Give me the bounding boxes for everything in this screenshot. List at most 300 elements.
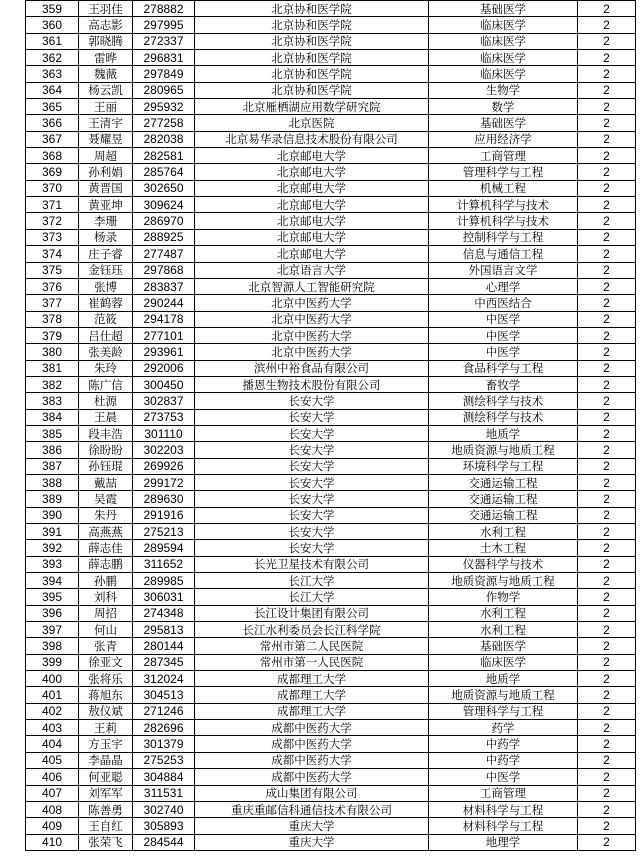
count-cell: 2: [578, 736, 636, 752]
institution-cell: 北京协和医学院: [195, 82, 429, 98]
discipline-cell: 管理科学与工程: [429, 164, 578, 180]
institution-cell: 长江大学: [195, 573, 429, 589]
discipline-cell: 测绘科学与技术: [429, 409, 578, 425]
table-row: [26, 131, 636, 147]
name-cell: 王自红: [79, 818, 133, 834]
name-cell: 张美龄: [79, 344, 133, 360]
name-cell: 蒋旭东: [79, 687, 133, 703]
institution-cell: 长安大学: [195, 458, 429, 474]
id-cell: 296831: [133, 50, 195, 66]
table-row: [26, 442, 636, 458]
table-body: [26, 1, 636, 851]
row-number-cell: 359: [26, 1, 79, 17]
institution-cell: 长安大学: [195, 393, 429, 409]
row-number-cell: 389: [26, 491, 79, 507]
id-cell: 271246: [133, 703, 195, 719]
institution-cell: 长江设计集团有限公司: [195, 605, 429, 621]
row-number-cell: 400: [26, 671, 79, 687]
id-cell: 284544: [133, 834, 195, 850]
id-cell: 286970: [133, 213, 195, 229]
row-number-cell: 377: [26, 295, 79, 311]
discipline-cell: 计算机科学与技术: [429, 213, 578, 229]
name-cell: 张博: [79, 278, 133, 294]
count-cell: 2: [578, 540, 636, 556]
name-cell: 吴霞: [79, 491, 133, 507]
id-cell: 282696: [133, 720, 195, 736]
table-row: [26, 769, 636, 785]
name-cell: 陈广信: [79, 376, 133, 392]
id-cell: 275213: [133, 524, 195, 540]
institution-cell: 北京中医药大学: [195, 295, 429, 311]
institution-cell: 北京邮电大学: [195, 180, 429, 196]
id-cell: 302650: [133, 180, 195, 196]
table-row: [26, 180, 636, 196]
institution-cell: 长安大学: [195, 425, 429, 441]
count-cell: 2: [578, 311, 636, 327]
row-number-cell: 362: [26, 50, 79, 66]
count-cell: 2: [578, 327, 636, 343]
table-row: [26, 671, 636, 687]
count-cell: 2: [578, 33, 636, 49]
institution-cell: 长安大学: [195, 442, 429, 458]
name-cell: 王清宇: [79, 115, 133, 131]
count-cell: 2: [578, 50, 636, 66]
row-number-cell: 379: [26, 327, 79, 343]
row-number-cell: 368: [26, 148, 79, 164]
row-number-cell: 374: [26, 246, 79, 262]
institution-cell: 北京中医药大学: [195, 327, 429, 343]
table-row: [26, 376, 636, 392]
row-number-cell: 366: [26, 115, 79, 131]
row-number-cell: 372: [26, 213, 79, 229]
count-cell: 2: [578, 474, 636, 490]
row-number-cell: 390: [26, 507, 79, 523]
count-cell: 2: [578, 622, 636, 638]
id-cell: 305893: [133, 818, 195, 834]
count-cell: 2: [578, 491, 636, 507]
institution-cell: 长安大学: [195, 540, 429, 556]
row-number-cell: 367: [26, 131, 79, 147]
row-number-cell: 401: [26, 687, 79, 703]
institution-cell: 长安大学: [195, 491, 429, 507]
name-cell: 李珊: [79, 213, 133, 229]
name-cell: 周超: [79, 148, 133, 164]
count-cell: 2: [578, 605, 636, 621]
discipline-cell: 机械工程: [429, 180, 578, 196]
discipline-cell: 中药学: [429, 752, 578, 768]
name-cell: 杨云凯: [79, 82, 133, 98]
name-cell: 郭晓腾: [79, 33, 133, 49]
discipline-cell: 中医学: [429, 344, 578, 360]
name-cell: 杜源: [79, 393, 133, 409]
discipline-cell: 生物学: [429, 82, 578, 98]
id-cell: 269926: [133, 458, 195, 474]
institution-cell: 长安大学: [195, 507, 429, 523]
id-cell: 278882: [133, 1, 195, 17]
institution-cell: 播恩生物技术股份有限公司: [195, 376, 429, 392]
discipline-cell: 水利工程: [429, 524, 578, 540]
name-cell: 李晶晶: [79, 752, 133, 768]
row-number-cell: 393: [26, 556, 79, 572]
row-number-cell: 408: [26, 801, 79, 817]
table-row: [26, 589, 636, 605]
name-cell: 薛志佳: [79, 540, 133, 556]
count-cell: 2: [578, 458, 636, 474]
discipline-cell: 基础医学: [429, 638, 578, 654]
discipline-cell: 外国语言文学: [429, 262, 578, 278]
discipline-cell: 地质学: [429, 671, 578, 687]
count-cell: 2: [578, 654, 636, 670]
count-cell: 2: [578, 99, 636, 115]
id-cell: 301110: [133, 425, 195, 441]
name-cell: 徐亚文: [79, 654, 133, 670]
row-number-cell: 402: [26, 703, 79, 719]
table-row: [26, 197, 636, 213]
table-row: [26, 785, 636, 801]
id-cell: 312024: [133, 671, 195, 687]
count-cell: 2: [578, 164, 636, 180]
id-cell: 283837: [133, 278, 195, 294]
name-cell: 黄亚坤: [79, 197, 133, 213]
table-row: [26, 327, 636, 343]
row-number-cell: 399: [26, 654, 79, 670]
count-cell: 2: [578, 278, 636, 294]
institution-cell: 北京邮电大学: [195, 148, 429, 164]
id-cell: 274348: [133, 605, 195, 621]
name-cell: 何山: [79, 622, 133, 638]
row-number-cell: 391: [26, 524, 79, 540]
row-number-cell: 396: [26, 605, 79, 621]
row-number-cell: 364: [26, 82, 79, 98]
discipline-cell: 交通运输工程: [429, 491, 578, 507]
count-cell: 2: [578, 573, 636, 589]
name-cell: 敖仪斌: [79, 703, 133, 719]
discipline-cell: 临床医学: [429, 66, 578, 82]
row-number-cell: 373: [26, 229, 79, 245]
name-cell: 金钰珏: [79, 262, 133, 278]
count-cell: 2: [578, 556, 636, 572]
id-cell: 273753: [133, 409, 195, 425]
id-cell: 288925: [133, 229, 195, 245]
table-row: [26, 703, 636, 719]
table-row: [26, 66, 636, 82]
discipline-cell: 水利工程: [429, 622, 578, 638]
table-row: [26, 752, 636, 768]
count-cell: 2: [578, 687, 636, 703]
row-number-cell: 369: [26, 164, 79, 180]
row-number-cell: 380: [26, 344, 79, 360]
table-row: [26, 474, 636, 490]
row-number-cell: 376: [26, 278, 79, 294]
name-cell: 聂耀昱: [79, 131, 133, 147]
table-row: [26, 82, 636, 98]
id-cell: 272337: [133, 33, 195, 49]
discipline-cell: 临床医学: [429, 17, 578, 33]
institution-cell: 北京协和医学院: [195, 33, 429, 49]
id-cell: 302203: [133, 442, 195, 458]
count-cell: 2: [578, 425, 636, 441]
table-row: [26, 344, 636, 360]
count-cell: 2: [578, 671, 636, 687]
row-number-cell: 382: [26, 376, 79, 392]
count-cell: 2: [578, 213, 636, 229]
name-cell: 薛志鹏: [79, 556, 133, 572]
table-row: [26, 164, 636, 180]
name-cell: 魏薇: [79, 66, 133, 82]
id-cell: 299172: [133, 474, 195, 490]
table-row: [26, 115, 636, 131]
discipline-cell: 临床医学: [429, 654, 578, 670]
id-cell: 287345: [133, 654, 195, 670]
row-number-cell: 406: [26, 769, 79, 785]
discipline-cell: 基础医学: [429, 115, 578, 131]
name-cell: 陈善勇: [79, 801, 133, 817]
table-row: [26, 458, 636, 474]
count-cell: 2: [578, 344, 636, 360]
count-cell: 2: [578, 17, 636, 33]
count-cell: 2: [578, 197, 636, 213]
count-cell: 2: [578, 115, 636, 131]
row-number-cell: 360: [26, 17, 79, 33]
table-row: [26, 99, 636, 115]
discipline-cell: 管理科学与工程: [429, 703, 578, 719]
name-cell: 朱丹: [79, 507, 133, 523]
institution-cell: 长江水利委员会长江科学院: [195, 622, 429, 638]
table-row: [26, 736, 636, 752]
name-cell: 黄晋国: [79, 180, 133, 196]
name-cell: 孙利娟: [79, 164, 133, 180]
row-number-cell: 410: [26, 834, 79, 850]
name-cell: 张青: [79, 638, 133, 654]
name-cell: 方玉宇: [79, 736, 133, 752]
institution-cell: 北京邮电大学: [195, 246, 429, 262]
institution-cell: 常州市第一人民医院: [195, 654, 429, 670]
count-cell: 2: [578, 834, 636, 850]
institution-cell: 成都中医药大学: [195, 752, 429, 768]
institution-cell: 长安大学: [195, 524, 429, 540]
table-row: [26, 654, 636, 670]
count-cell: 2: [578, 295, 636, 311]
id-cell: 297995: [133, 17, 195, 33]
discipline-cell: 中医学: [429, 311, 578, 327]
discipline-cell: 地质资源与地质工程: [429, 573, 578, 589]
discipline-cell: 工商管理: [429, 785, 578, 801]
table-row: [26, 409, 636, 425]
table-row: [26, 148, 636, 164]
count-cell: 2: [578, 229, 636, 245]
discipline-cell: 中医学: [429, 327, 578, 343]
institution-cell: 北京邮电大学: [195, 213, 429, 229]
row-number-cell: 404: [26, 736, 79, 752]
institution-cell: 重庆大学: [195, 818, 429, 834]
row-number-cell: 388: [26, 474, 79, 490]
count-cell: 2: [578, 131, 636, 147]
name-cell: 王丽: [79, 99, 133, 115]
id-cell: 306031: [133, 589, 195, 605]
institution-cell: 长安大学: [195, 409, 429, 425]
id-cell: 275253: [133, 752, 195, 768]
count-cell: 2: [578, 66, 636, 82]
count-cell: 2: [578, 1, 636, 17]
institution-cell: 重庆重邮信科通信技术有限公司: [195, 801, 429, 817]
row-number-cell: 392: [26, 540, 79, 556]
institution-cell: 北京邮电大学: [195, 164, 429, 180]
row-number-cell: 387: [26, 458, 79, 474]
name-cell: 范筱: [79, 311, 133, 327]
count-cell: 2: [578, 409, 636, 425]
name-cell: 戴喆: [79, 474, 133, 490]
table-row: [26, 622, 636, 638]
table-row: [26, 262, 636, 278]
discipline-cell: 作物学: [429, 589, 578, 605]
discipline-cell: 地质资源与地质工程: [429, 442, 578, 458]
institution-cell: 成都理工大学: [195, 687, 429, 703]
name-cell: 庄子睿: [79, 246, 133, 262]
discipline-cell: 食品科学与工程: [429, 360, 578, 376]
row-number-cell: 383: [26, 393, 79, 409]
count-cell: 2: [578, 180, 636, 196]
institution-cell: 常州市第二人民医院: [195, 638, 429, 654]
id-cell: 297849: [133, 66, 195, 82]
row-number-cell: 371: [26, 197, 79, 213]
discipline-cell: 土木工程: [429, 540, 578, 556]
count-cell: 2: [578, 360, 636, 376]
count-cell: 2: [578, 818, 636, 834]
table-row: [26, 638, 636, 654]
table-row: [26, 33, 636, 49]
id-cell: 309624: [133, 197, 195, 213]
institution-cell: 成都理工大学: [195, 703, 429, 719]
institution-cell: 北京智源人工智能研究院: [195, 278, 429, 294]
id-cell: 282581: [133, 148, 195, 164]
discipline-cell: 基础医学: [429, 1, 578, 17]
institution-cell: 北京中医药大学: [195, 344, 429, 360]
discipline-cell: 材料科学与工程: [429, 818, 578, 834]
id-cell: 289985: [133, 573, 195, 589]
count-cell: 2: [578, 703, 636, 719]
name-cell: 孙钰琨: [79, 458, 133, 474]
name-cell: 张荣飞: [79, 834, 133, 850]
discipline-cell: 材料科学与工程: [429, 801, 578, 817]
count-cell: 2: [578, 262, 636, 278]
discipline-cell: 中西医结合: [429, 295, 578, 311]
institution-cell: 北京协和医学院: [195, 1, 429, 17]
institution-cell: 北京邮电大学: [195, 197, 429, 213]
id-cell: 285764: [133, 164, 195, 180]
institution-cell: 北京协和医学院: [195, 66, 429, 82]
discipline-cell: 水利工程: [429, 605, 578, 621]
name-cell: 刘军军: [79, 785, 133, 801]
row-number-cell: 409: [26, 818, 79, 834]
table-row: [26, 425, 636, 441]
discipline-cell: 药学: [429, 720, 578, 736]
table-row: [26, 50, 636, 66]
table-row: [26, 524, 636, 540]
discipline-cell: 地质资源与地质工程: [429, 687, 578, 703]
count-cell: 2: [578, 246, 636, 262]
discipline-cell: 信息与通信工程: [429, 246, 578, 262]
id-cell: 292006: [133, 360, 195, 376]
table-row: [26, 229, 636, 245]
discipline-cell: 仪器科学与技术: [429, 556, 578, 572]
table-row: [26, 491, 636, 507]
institution-cell: 成山集团有限公司: [195, 785, 429, 801]
name-cell: 杨录: [79, 229, 133, 245]
table-row: [26, 17, 636, 33]
row-number-cell: 361: [26, 33, 79, 49]
institution-cell: 重庆大学: [195, 834, 429, 850]
id-cell: 277487: [133, 246, 195, 262]
name-cell: 王晨: [79, 409, 133, 425]
id-cell: 311531: [133, 785, 195, 801]
discipline-cell: 中药学: [429, 736, 578, 752]
institution-cell: 成都中医药大学: [195, 720, 429, 736]
discipline-cell: 心理学: [429, 278, 578, 294]
id-cell: 289594: [133, 540, 195, 556]
discipline-cell: 临床医学: [429, 50, 578, 66]
count-cell: 2: [578, 393, 636, 409]
row-number-cell: 394: [26, 573, 79, 589]
count-cell: 2: [578, 589, 636, 605]
institution-cell: 成都理工大学: [195, 671, 429, 687]
row-number-cell: 403: [26, 720, 79, 736]
table-row: [26, 213, 636, 229]
institution-cell: 北京医院: [195, 115, 429, 131]
id-cell: 290244: [133, 295, 195, 311]
institution-cell: 北京易华录信息技术股份有限公司: [195, 131, 429, 147]
institution-cell: 北京中医药大学: [195, 311, 429, 327]
discipline-cell: 畜牧学: [429, 376, 578, 392]
id-cell: 304513: [133, 687, 195, 703]
table-row: [26, 246, 636, 262]
table-row: [26, 360, 636, 376]
table-row: [26, 295, 636, 311]
id-cell: 294178: [133, 311, 195, 327]
table-row: [26, 393, 636, 409]
count-cell: 2: [578, 442, 636, 458]
name-cell: 雷晔: [79, 50, 133, 66]
discipline-cell: 测绘科学与技术: [429, 393, 578, 409]
name-cell: 朱玲: [79, 360, 133, 376]
name-cell: 周招: [79, 605, 133, 621]
name-cell: 张将乐: [79, 671, 133, 687]
id-cell: 302837: [133, 393, 195, 409]
name-cell: 徐盼盼: [79, 442, 133, 458]
id-cell: 295932: [133, 99, 195, 115]
count-cell: 2: [578, 769, 636, 785]
row-number-cell: 365: [26, 99, 79, 115]
row-number-cell: 386: [26, 442, 79, 458]
id-cell: 297868: [133, 262, 195, 278]
institution-cell: 北京协和医学院: [195, 50, 429, 66]
name-cell: 高志影: [79, 17, 133, 33]
name-cell: 段丰浩: [79, 425, 133, 441]
count-cell: 2: [578, 638, 636, 654]
name-cell: 崔鹤蓉: [79, 295, 133, 311]
name-cell: 王羽佳: [79, 1, 133, 17]
count-cell: 2: [578, 148, 636, 164]
discipline-cell: 计算机科学与技术: [429, 197, 578, 213]
institution-cell: 北京雁栖湖应用数学研究院: [195, 99, 429, 115]
table-row: [26, 311, 636, 327]
id-cell: 280144: [133, 638, 195, 654]
discipline-cell: 交通运输工程: [429, 474, 578, 490]
table-row: [26, 573, 636, 589]
id-cell: 302740: [133, 801, 195, 817]
discipline-cell: 地质学: [429, 425, 578, 441]
row-number-cell: 398: [26, 638, 79, 654]
table-row: [26, 507, 636, 523]
